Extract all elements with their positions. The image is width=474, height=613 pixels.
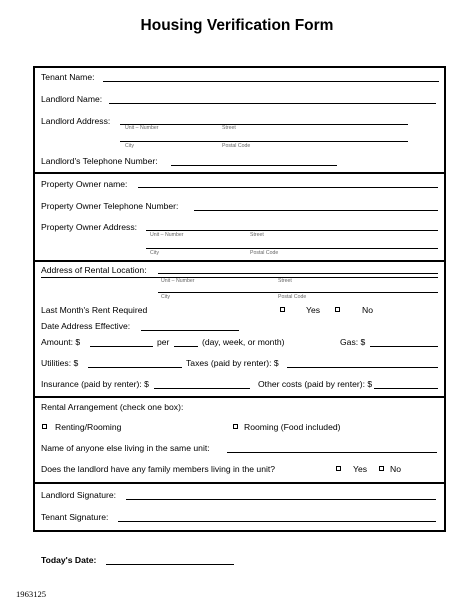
- utilities-field[interactable]: [88, 367, 182, 368]
- landlord-signature-label: Landlord Signature:: [41, 490, 117, 500]
- owner-phone-field[interactable]: [194, 210, 438, 211]
- tenant-name-field[interactable]: [103, 81, 439, 82]
- rental-address-line0[interactable]: [158, 273, 438, 274]
- postal-code-caption: Postal Code: [222, 143, 251, 149]
- landlord-name-label: Landlord Name:: [41, 94, 103, 104]
- street-caption: Street: [222, 125, 236, 131]
- unit-number-caption: Unit – Number: [161, 278, 195, 284]
- landlord-name-field[interactable]: [109, 103, 436, 104]
- landlord-address-line2[interactable]: [120, 141, 408, 142]
- insurance-label: Insurance (paid by renter): $: [41, 379, 149, 389]
- landlord-address-label: Landlord Address:: [41, 116, 111, 126]
- taxes-field[interactable]: [287, 367, 438, 368]
- rental-address-label: Address of Rental Location:: [41, 265, 147, 275]
- owner-address-label: Property Owner Address:: [41, 222, 138, 232]
- unit-number-caption: Unit – Number: [125, 125, 159, 131]
- arrangement-heading: Rental Arrangement (check one box):: [41, 402, 184, 412]
- tenant-name-label: Tenant Name:: [41, 72, 95, 82]
- city-caption: City: [125, 143, 134, 149]
- family-yes-checkbox[interactable]: [336, 466, 341, 471]
- last-rent-yes-checkbox[interactable]: [280, 307, 285, 312]
- form-title: Housing Verification Form: [140, 17, 334, 34]
- anyone-else-label: Name of anyone else living in the same unit:: [41, 443, 210, 453]
- family-question-label: Does the landlord have any family members living in the unit?: [41, 464, 276, 474]
- street-caption: Street: [250, 232, 264, 238]
- anyone-else-field[interactable]: [227, 452, 437, 453]
- city-caption: City: [150, 250, 159, 256]
- todays-date-field[interactable]: [106, 564, 234, 565]
- rooming-food-checkbox[interactable]: [233, 424, 238, 429]
- street-caption: Street: [278, 278, 292, 284]
- owner-phone-label: Property Owner Telephone Number:: [41, 201, 179, 211]
- date-effective-label: Date Address Effective:: [41, 321, 131, 331]
- amount-label: Amount: $: [41, 337, 81, 347]
- todays-date-label: Today's Date:: [41, 555, 97, 565]
- tenant-signature-label: Tenant Signature:: [41, 512, 109, 522]
- owner-address-line1[interactable]: [146, 230, 438, 231]
- gas-label: Gas: $: [340, 337, 366, 347]
- insurance-field[interactable]: [154, 388, 250, 389]
- tenant-signature-field[interactable]: [118, 521, 436, 522]
- family-no-label: No: [390, 464, 401, 474]
- gas-field[interactable]: [370, 346, 438, 347]
- form-number: 1963125: [16, 589, 47, 599]
- period-hint: (day, week, or month): [202, 337, 285, 347]
- last-rent-yes-label: Yes: [306, 305, 321, 315]
- renting-rooming-label: Renting/Rooming: [55, 422, 122, 432]
- family-no-checkbox[interactable]: [379, 466, 384, 471]
- rental-address-line2[interactable]: [158, 292, 438, 293]
- amount-field[interactable]: [90, 346, 153, 347]
- rooming-food-label: Rooming (Food included): [244, 422, 341, 432]
- last-rent-label: Last Month's Rent Required: [41, 305, 148, 315]
- postal-code-caption: Postal Code: [278, 294, 307, 300]
- owner-name-label: Property Owner name:: [41, 179, 128, 189]
- other-costs-label: Other costs (paid by renter): $: [258, 379, 373, 389]
- family-yes-label: Yes: [353, 464, 368, 474]
- landlord-address-line1[interactable]: [120, 124, 408, 125]
- unit-number-caption: Unit – Number: [150, 232, 184, 238]
- city-caption: City: [161, 294, 170, 300]
- other-costs-field[interactable]: [374, 388, 438, 389]
- landlord-signature-field[interactable]: [126, 499, 436, 500]
- utilities-label: Utilities: $: [41, 358, 79, 368]
- owner-name-field[interactable]: [138, 187, 438, 188]
- landlord-phone-field[interactable]: [171, 165, 337, 166]
- owner-address-line2[interactable]: [146, 248, 438, 249]
- renting-rooming-checkbox[interactable]: [42, 424, 47, 429]
- date-effective-field[interactable]: [141, 330, 239, 331]
- last-rent-no-label: No: [362, 305, 373, 315]
- per-label: per: [157, 337, 170, 347]
- last-rent-no-checkbox[interactable]: [335, 307, 340, 312]
- per-field[interactable]: [174, 346, 198, 347]
- rental-address-line1[interactable]: [41, 277, 438, 278]
- postal-code-caption: Postal Code: [250, 250, 279, 256]
- taxes-label: Taxes (paid by renter): $: [186, 358, 279, 368]
- landlord-phone-label: Landlord's Telephone Number:: [41, 156, 158, 166]
